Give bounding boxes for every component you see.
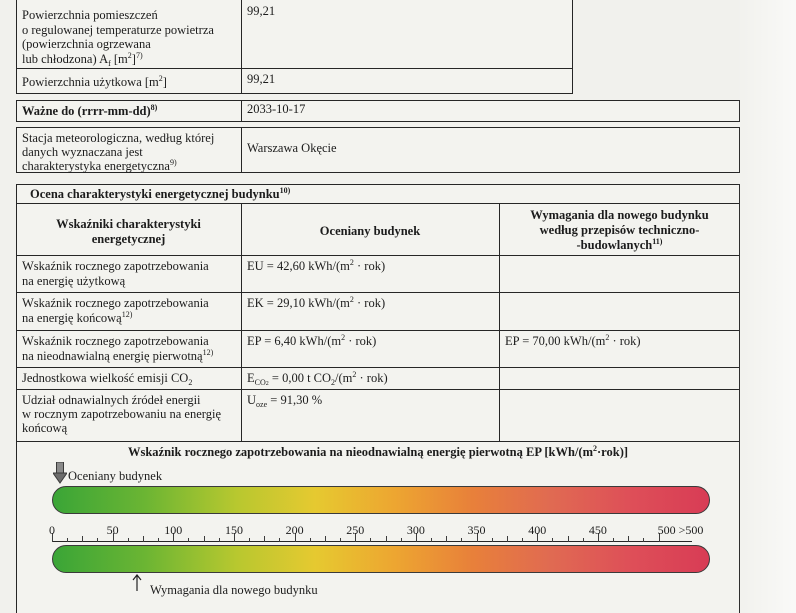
ep-axis-minor-tick — [219, 538, 220, 542]
weather-station-label: Stacja meteorologiczna, według której danych wyznaczana jest charakterystyka energetyczna$^{9)}$ — [22, 131, 215, 173]
ep-scale-box — [16, 441, 740, 613]
ep-axis-minor-tick — [552, 538, 553, 542]
row-ek-value: EK = 29,10 kWh/$(m^2 \cdot rok)$ — [247, 295, 386, 310]
ep-axis-minor-tick — [67, 538, 68, 542]
heated-area-label: Powierzchnia pomieszczeń o regulowanej temperaturze powietrza (powierzchnia ogrzewana lub chłodzona) $A_f$ $[m^2]^{7)}$ — [22, 8, 214, 68]
ep-axis-tick-label: 450 — [588, 523, 607, 537]
heated-area-value: 99,21 — [247, 4, 276, 18]
ep-axis-minor-tick — [370, 538, 371, 542]
ep-axis-minor-tick — [158, 538, 159, 542]
assessed-arrow-icon — [53, 462, 67, 484]
ep-axis-minor-tick — [643, 538, 644, 542]
valid-until-label: Ważne do (rrrr-mm-dd)$^{8)}$ — [22, 103, 158, 118]
ep-axis-minor-tick — [264, 536, 265, 542]
row-renewable-value: $U_{oze} = 91,30$ % — [247, 393, 323, 409]
row-co2-value: $E_{CO2} = 0,00$ t $CO_2/(m^2 \cdot rok)$ — [247, 370, 388, 387]
row-co2-label: Jednostkowa wielkość emisji $CO_2$ — [22, 371, 193, 387]
row-renewable-label: Udział odnawialnych źródeł energii w rocznym zapotrzebowaniu na energię końcową — [22, 393, 221, 435]
ep-axis-minor-tick — [401, 538, 402, 542]
ep-axis-tick-label: 50 — [106, 523, 119, 537]
ep-axis-tick-label: 300 — [406, 523, 425, 537]
ep-axis-tick-label: 100 — [164, 523, 183, 537]
ep-axis-tick-label: 400 — [528, 523, 547, 537]
ep-axis-minor-tick — [143, 536, 144, 542]
assessed-building-label: Oceniany budynek — [68, 469, 163, 483]
ep-axis-minor-tick — [613, 538, 614, 542]
row-ep-requirement: EP = 70,00 kWh/$(m^2 \cdot rok)$ — [505, 333, 641, 348]
required-label: Wymagania dla nowego budynku — [150, 583, 318, 597]
usable-area-value: 99,21 — [247, 72, 276, 86]
row-eu-value: EU = 42,60 kWh/$(m^2 \cdot rok)$ — [247, 258, 386, 273]
ep-axis-minor-tick — [82, 536, 83, 542]
row-ek-label: Wskaźnik rocznego zapotrzebowania na energię końcową$^{12)}$ — [22, 296, 209, 325]
row-ep-value: EP = 6,40 kWh/$(m^2 \cdot rok)$ — [247, 333, 377, 348]
ep-axis-minor-tick — [583, 538, 584, 542]
ep-axis-tick-label: 350 — [467, 523, 486, 537]
weather-station-value: Warszawa Okęcie — [247, 141, 337, 155]
ep-axis-minor-tick — [310, 538, 311, 542]
ep-axis-tick-label: 200 — [285, 523, 304, 537]
ep-axis-minor-tick — [492, 538, 493, 542]
ep-axis-minor-tick — [128, 538, 129, 542]
row-eu-label: Wskaźnik rocznego zapotrzebowania na energię użytkową — [22, 259, 209, 288]
ep-axis-minor-tick — [325, 536, 326, 542]
header-indicators: Wskaźniki charakterystyki energetycznej — [56, 217, 201, 246]
ep-scale-title: Wskaźnik rocznego zapotrzebowania na nieodnawialną energię pierwotną EP $[kWh/(m^2\cdot rok)]$ — [127, 444, 629, 459]
ep-axis-minor-tick — [188, 538, 189, 542]
row-ep-label: Wskaźnik rocznego zapotrzebowania na nieodnawialną energię pierwotną$^{12)}$ — [22, 334, 214, 363]
usable-area-label: Powierzchnia użytkowa $[m^2]$ — [22, 74, 167, 89]
ep-axis-minor-tick — [446, 536, 447, 542]
ep-axis-tick-label: 250 — [346, 523, 365, 537]
ep-axis-minor-tick — [386, 536, 387, 542]
ep-axis-tick-label: 0 — [49, 523, 55, 537]
ep-axis-minor-tick — [279, 538, 280, 542]
ep-axis-tick-label: 150 — [224, 523, 243, 537]
ep-axis-minor-tick — [522, 538, 523, 542]
ep-axis-minor-tick — [628, 536, 629, 542]
valid-until-value: 2033-10-17 — [247, 102, 306, 116]
ep-axis-minor-tick — [431, 538, 432, 542]
ep-scale-upper-bar — [52, 486, 710, 514]
ep-axis-minor-tick — [249, 538, 250, 542]
ep-axis-tick-label: 500 >500 — [657, 523, 704, 537]
ep-axis-minor-tick — [568, 536, 569, 542]
ep-axis-minor-tick — [461, 538, 462, 542]
ep-axis-minor-tick — [97, 538, 98, 542]
ep-axis-minor-tick — [507, 536, 508, 542]
header-assessed-building: Oceniany budynek — [319, 224, 421, 238]
ep-axis-minor-tick — [204, 536, 205, 542]
ep-axis-line — [52, 541, 692, 542]
required-arrow-icon — [132, 574, 142, 592]
ep-scale-lower-bar — [52, 545, 710, 573]
ep-axis-minor-tick — [340, 538, 341, 542]
assessment-title: Ocena charakterystyki energetycznej budynku$^{10)}$ — [30, 186, 291, 201]
header-requirements: Wymagania dla nowego budynku według przepisów techniczno- -budowlanych$^{11)}$ — [530, 208, 709, 252]
